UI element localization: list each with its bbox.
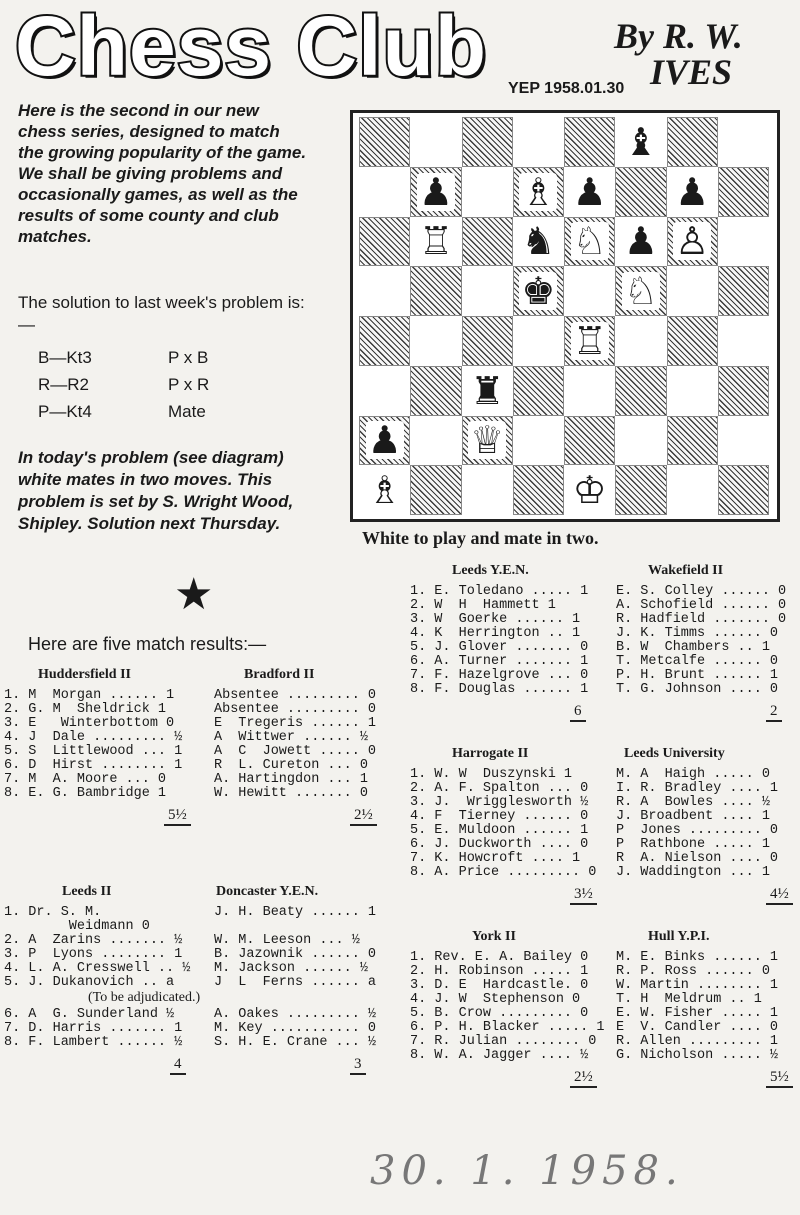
board-square <box>513 465 564 515</box>
home-team-name: Leeds Y.E.N. <box>452 563 529 578</box>
board-square <box>667 117 718 167</box>
player-line: 5. J. Dukanovich .. a <box>4 975 175 990</box>
player-line: 8. A. Price ......... 0 <box>410 865 597 880</box>
player-line: 2. A. F. Spalton ... 0 <box>410 781 589 796</box>
board-square <box>564 416 615 466</box>
home-players <box>410 951 604 1088</box>
board-square <box>615 217 666 267</box>
board-square <box>667 316 718 366</box>
board-square <box>462 316 513 366</box>
board-square <box>513 366 564 416</box>
board-square <box>667 217 718 267</box>
player-line: P. H. Brunt ...... 1 <box>616 668 779 683</box>
player-line: A. Hartingdon ... 1 <box>214 772 368 787</box>
player-line: 4. K Herrington .. 1 <box>410 626 581 641</box>
player-line: E Tregeris ...... 1 <box>214 716 377 731</box>
spacer <box>214 990 376 1008</box>
player-line: J. Waddington ... 1 <box>616 865 770 880</box>
home-team-name: Harrogate II <box>452 746 529 761</box>
player-line: 3. D. E Hardcastle. 0 <box>410 978 589 993</box>
chess-piece-icon: ♟ <box>367 418 402 463</box>
chess-diagram <box>359 117 769 515</box>
player-line: E. W. Fisher ..... 1 <box>616 1006 779 1021</box>
board-square <box>359 217 410 267</box>
player-line: J L Ferns ...... a <box>214 975 377 990</box>
board-square <box>513 217 564 267</box>
solution-moves <box>38 348 209 429</box>
board-square <box>462 366 513 416</box>
board-square <box>359 465 410 515</box>
chess-piece-icon: ♟ <box>623 219 658 264</box>
player-line: M. E. Binks ...... 1 <box>616 950 779 965</box>
player-line: S. H. E. Crane ... ½ <box>214 1035 377 1050</box>
white-move: R—R2 <box>38 375 90 394</box>
results-heading: Here are five match results:— <box>28 634 267 654</box>
player-line: A. Oakes ......... ½ <box>214 1007 377 1022</box>
chess-piece-icon: ♕ <box>470 418 505 463</box>
home-total: 5½ <box>164 807 191 826</box>
black-move: P x R <box>168 375 210 394</box>
board-square <box>564 117 615 167</box>
home-total: 4 <box>170 1056 186 1075</box>
chess-piece-icon: ♟ <box>675 169 710 214</box>
player-line: R. A Bowles .... ½ <box>616 795 770 810</box>
player-line: E. S. Colley ...... 0 <box>616 584 787 599</box>
star-icon: ★ <box>174 570 214 619</box>
board-square <box>359 117 410 167</box>
player-line: Absentee ......... 0 <box>214 688 377 703</box>
player-line: 1. W. W Duszynski 1 <box>410 767 573 782</box>
away-players <box>616 585 786 722</box>
player-line: A. Schofield ...... 0 <box>616 598 787 613</box>
player-line: 6. A. Turner ....... 1 <box>410 654 589 669</box>
player-line: B. W Chambers .. 1 <box>616 640 770 655</box>
player-line: 4. F Tierney ...... 0 <box>410 809 589 824</box>
board-square <box>718 316 769 366</box>
player-line <box>214 920 376 934</box>
player-line: 3. P Lyons ........ 1 <box>4 947 183 962</box>
board-square <box>564 465 615 515</box>
player-line: 8. F. Douglas ...... 1 <box>410 682 589 697</box>
board-square <box>462 465 513 515</box>
player-line: T. H Meldrum .. 1 <box>616 992 762 1007</box>
board-square <box>667 167 718 217</box>
player-line: 6. P. H. Blacker ..... 1 <box>410 1020 605 1035</box>
player-line: G. Nicholson ..... ½ <box>616 1048 779 1063</box>
player-line: J. H. Beaty ...... 1 <box>214 905 377 920</box>
away-team-name: Hull Y.P.I. <box>648 929 710 944</box>
match-result <box>410 563 800 763</box>
match-result <box>410 746 800 946</box>
away-team-name: Doncaster Y.E.N. <box>216 884 319 899</box>
player-line: 7. F. Hazelgrove ... 0 <box>410 668 589 683</box>
black-move: P x B <box>168 348 209 367</box>
board-square <box>667 465 718 515</box>
player-line: M. A Haigh ..... 0 <box>616 767 770 782</box>
page-title: Chess Club <box>15 0 488 93</box>
away-team-name: Bradford II <box>244 667 315 682</box>
intro-paragraph: Here is the second in our new chess series, designed to match the growing popularity of the game. We shall be giving problems and occasionally games, as well as the results of some county and club matches. <box>18 101 307 246</box>
problem-paragraph: In today's problem (see diagram) white mates in two moves. This problem is set by S. Wright Wood, Shipley. Solution next Thursday. <box>18 448 294 533</box>
player-line: W. Martin ........ 1 <box>616 978 779 993</box>
away-total: 2 <box>766 703 782 722</box>
player-line: P Jones ......... 0 <box>616 823 779 838</box>
player-line: B. Jazownik ...... 0 <box>214 947 377 962</box>
player-line: R. P. Ross ...... 0 <box>616 964 770 979</box>
player-line: R. Hadfield ....... 0 <box>616 612 787 627</box>
white-move: B—Kt3 <box>38 348 92 367</box>
player-line: 3. E Winterbottom 0 <box>4 716 175 731</box>
chess-piece-icon: ♞ <box>521 219 556 264</box>
player-line: P Rathbone ..... 1 <box>616 837 770 852</box>
player-line: A Wittwer ...... ½ <box>214 730 368 745</box>
diagram-caption: White to play and mate in two. <box>362 528 599 548</box>
player-line: 1. Dr. S. M. <box>4 905 102 920</box>
board-square <box>410 217 461 267</box>
away-total: 2½ <box>350 807 377 826</box>
player-line: R L. Cureton ... 0 <box>214 758 368 773</box>
away-total: 3 <box>350 1056 366 1075</box>
player-line: R A. Nielson .... 0 <box>616 851 779 866</box>
player-line: R. Allen ......... 1 <box>616 1034 779 1049</box>
player-line: J. K. Timms ...... 0 <box>616 626 779 641</box>
board-square <box>410 167 461 217</box>
player-line: 2. G. M Sheldrick 1 <box>4 702 167 717</box>
board-square <box>615 316 666 366</box>
board-square <box>615 416 666 466</box>
player-line: A C Jowett ..... 0 <box>214 744 377 759</box>
home-players <box>4 906 200 1075</box>
adjudication-note: (To be adjudicated.) <box>88 990 201 1005</box>
away-team-name: Wakefield II <box>648 563 724 578</box>
chess-piece-icon: ♗ <box>521 169 556 214</box>
player-line: M. Key ........... 0 <box>214 1021 377 1036</box>
board-square <box>462 217 513 267</box>
player-line: 5. J. Glover ....... 0 <box>410 640 589 655</box>
handwritten-date: 30. 1. 1958. <box>370 1148 684 1194</box>
player-line: 1. E. Toledano ..... 1 <box>410 584 589 599</box>
white-move: P—Kt4 <box>38 402 92 421</box>
chess-piece-icon: ♖ <box>572 318 607 363</box>
chess-piece-icon: ♟ <box>572 169 607 214</box>
chess-piece-icon: ♗ <box>367 468 402 513</box>
board-square <box>410 465 461 515</box>
board-square <box>410 316 461 366</box>
player-line: 7. D. Harris ....... 1 <box>4 1021 183 1036</box>
player-line: 8. W. A. Jagger .... ½ <box>410 1048 589 1063</box>
board-square <box>410 117 461 167</box>
player-line: 4. L. A. Cresswell .. ½ <box>4 961 191 976</box>
board-square <box>359 366 410 416</box>
player-line: T. G. Johnson .... 0 <box>616 682 779 697</box>
player-line: 4. J Dale ......... ½ <box>4 730 183 745</box>
byline: By R. W. <box>614 16 743 56</box>
player-line: 1. Rev. E. A. Bailey 0 <box>410 950 589 965</box>
board-square <box>667 266 718 316</box>
chess-piece-icon: ♟ <box>418 169 453 214</box>
board-square <box>513 316 564 366</box>
player-line: 8. F. Lambert ...... ½ <box>4 1035 183 1050</box>
board-square <box>667 366 718 416</box>
board-square <box>564 366 615 416</box>
board-square <box>359 316 410 366</box>
away-team-name: Leeds University <box>624 746 725 761</box>
move-row <box>38 348 209 375</box>
player-line: 2. H. Robinson ..... 1 <box>410 964 589 979</box>
archive-tag: YEP 1958.01.30 <box>508 80 625 97</box>
move-row <box>38 375 209 402</box>
away-players <box>616 951 793 1088</box>
board-square <box>667 416 718 466</box>
player-line: 3. W Goerke ...... 1 <box>410 612 581 627</box>
home-team-name: York II <box>472 929 516 944</box>
match-result <box>4 667 400 867</box>
board-square <box>718 117 769 167</box>
player-line: 6. A G. Sunderland ½ <box>4 1007 175 1022</box>
board-square <box>718 217 769 267</box>
board-square <box>513 416 564 466</box>
home-players <box>410 768 597 905</box>
player-line: T. Metcalfe ...... 0 <box>616 654 779 669</box>
board-square <box>359 416 410 466</box>
match-result <box>410 929 800 1129</box>
board-square <box>513 117 564 167</box>
away-total: 5½ <box>766 1069 793 1088</box>
player-line: 8. E. G. Bambridge 1 <box>4 786 167 801</box>
board-square <box>718 266 769 316</box>
player-line: W. Hewitt ....... 0 <box>214 786 368 801</box>
home-team-name: Leeds II <box>62 884 112 899</box>
board-square <box>513 167 564 217</box>
away-players <box>616 768 793 905</box>
board-square <box>564 217 615 267</box>
player-line: 6. J. Duckworth .... 0 <box>410 837 589 852</box>
board-square <box>615 266 666 316</box>
board-square <box>462 416 513 466</box>
home-team-name: Huddersfield II <box>38 667 131 682</box>
board-square <box>564 266 615 316</box>
board-square <box>410 366 461 416</box>
player-line: W. M. Leeson ... ½ <box>214 933 360 948</box>
board-square <box>615 117 666 167</box>
chess-piece-icon: ♔ <box>572 468 607 513</box>
board-square <box>359 266 410 316</box>
chess-piece-icon: ♜ <box>470 368 505 413</box>
away-players <box>214 689 377 826</box>
chess-piece-icon: ♖ <box>418 219 453 264</box>
player-line: 5. B. Crow ......... 0 <box>410 1006 589 1021</box>
board-square <box>462 167 513 217</box>
match-result <box>4 884 400 1084</box>
player-line: 6. D Hirst ........ 1 <box>4 758 183 773</box>
board-square <box>462 117 513 167</box>
player-line: I. R. Bradley .... 1 <box>616 781 779 796</box>
board-square <box>615 465 666 515</box>
board-square <box>615 366 666 416</box>
chess-piece-icon: ♚ <box>521 269 556 314</box>
chess-piece-icon: ♙ <box>675 219 710 264</box>
player-line: 7. K. Howcroft .... 1 <box>410 851 581 866</box>
chess-piece-icon: ♝ <box>623 119 658 164</box>
board-square <box>462 266 513 316</box>
player-line: 3. J. Wrigglesworth ½ <box>410 795 589 810</box>
solution-heading: The solution to last week's problem is:— <box>18 293 305 334</box>
board-square <box>410 266 461 316</box>
player-line: 2. W H Hammett 1 <box>410 598 556 613</box>
player-line: 5. E. Muldoon ...... 1 <box>410 823 589 838</box>
chess-piece-icon: ♘ <box>572 219 607 264</box>
home-total: 3½ <box>570 886 597 905</box>
board-square <box>718 366 769 416</box>
board-square <box>359 167 410 217</box>
byline-surname: IVES <box>650 52 733 92</box>
black-move: Mate <box>168 402 206 421</box>
player-line: 4. J. W Stephenson 0 <box>410 992 581 1007</box>
player-line: 7. M A. Moore ... 0 <box>4 772 167 787</box>
board-square <box>564 167 615 217</box>
board-square <box>718 167 769 217</box>
away-total: 4½ <box>766 886 793 905</box>
player-line: J. Broadbent .... 1 <box>616 809 770 824</box>
player-line: 2. A Zarins ....... ½ <box>4 933 183 948</box>
away-players <box>214 906 376 1075</box>
board-square <box>564 316 615 366</box>
player-line: M. Jackson ...... ½ <box>214 961 368 976</box>
home-total: 2½ <box>570 1069 597 1088</box>
chess-piece-icon: ♘ <box>623 269 658 314</box>
move-row <box>38 402 209 429</box>
board-square <box>718 416 769 466</box>
player-line: 7. R. Julian ........ 0 <box>410 1034 597 1049</box>
home-players <box>410 585 588 722</box>
player-line: Weidmann 0 <box>4 919 150 934</box>
player-line: 1. M Morgan ...... 1 <box>4 688 175 703</box>
board-square <box>615 167 666 217</box>
player-line: E V. Candler .... 0 <box>616 1020 779 1035</box>
home-players <box>4 689 191 826</box>
board-square <box>410 416 461 466</box>
board-square <box>513 266 564 316</box>
board-square <box>718 465 769 515</box>
home-total: 6 <box>570 703 586 722</box>
player-line: 5. S Littlewood ... 1 <box>4 744 183 759</box>
player-line: Absentee ......... 0 <box>214 702 377 717</box>
